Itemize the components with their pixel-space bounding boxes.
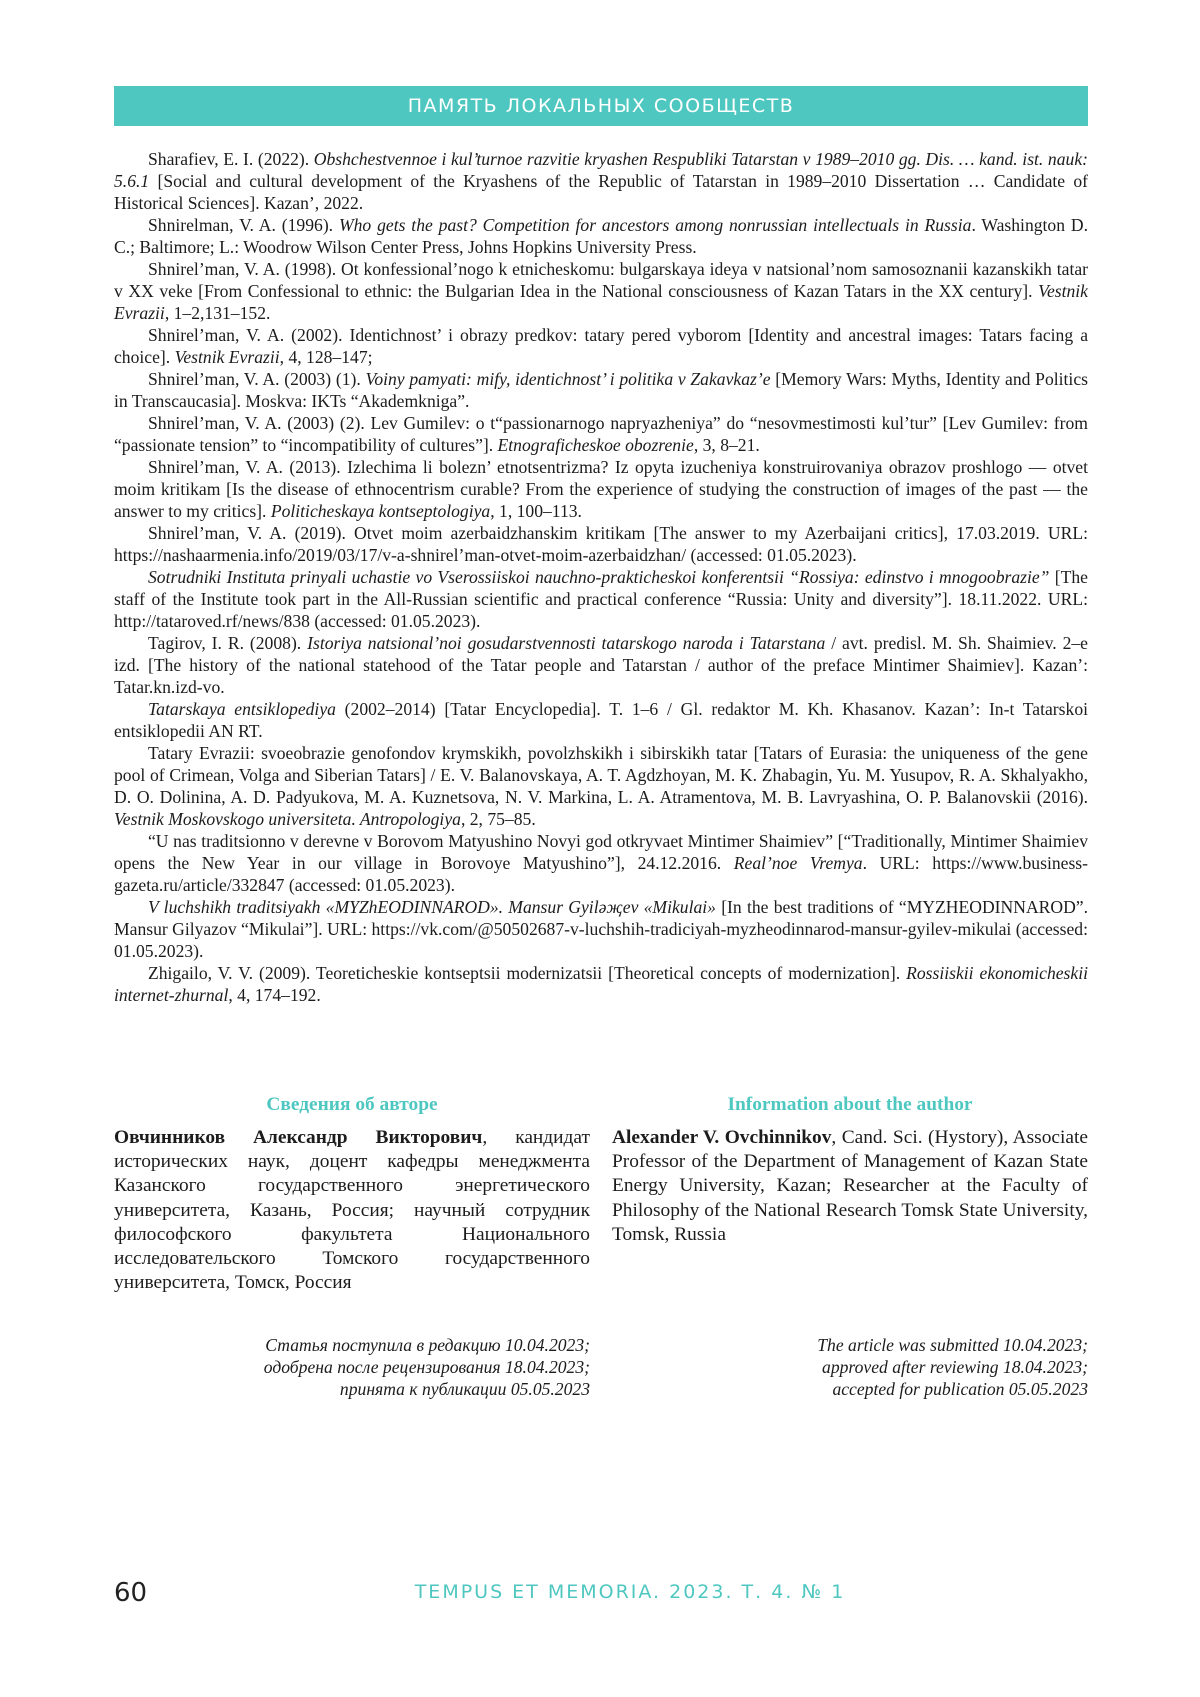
author-name-en: Alexander V. Ovchinnikov [612, 1127, 831, 1148]
ref-plain: [In the best traditions of “MYZHEODINNAROD”. Mansur Gilyazov “Mikulai”]. URL: https://vk.com/@50502687-v-luchshih-tradiciyah-myzheodinnarod-mansur-gyilev-mikulai (accessed: 01.05.2023). [114, 897, 1088, 961]
ref-plain: Shnirel’man, V. A. (2013). Izlechima li bolezn’ etnotsentrizma? Iz opyta izucheniya konstruirovaniya obrazov proshlogo — otvet moim kritikam [Is the disease of ethnocentrism curable? From the experience of studying the construction of images of the past — the answer to my critics]. [114, 457, 1088, 521]
ref-title: Vestnik Moskovskogo universiteta. Antropologiya [114, 809, 461, 829]
ref-title: Obshchestvennoe i kul’turnoe razvitie kryashen Respubliki Tatarstan v 1989–2010 gg. Dis. … kand. ist. nauk: 5.6.1 [114, 149, 1088, 191]
ref-plain: Shnirel’man, V. A. (2003) (1). [148, 369, 366, 389]
author-details-en: , Cand. Sci. (Hystory), Associate Professor of the Department of Management of Kazan State Energy University, Kazan; Researcher at the Faculty of Philosophy of the National Research Tomsk State University, Tomsk, Russia [612, 1127, 1088, 1245]
reference-item [114, 214, 1088, 258]
reference-item [114, 566, 1088, 632]
ref-title: Istoriya natsional’noi gosudarstvennosti tatarskogo naroda i Tatarstana [307, 633, 825, 653]
ref-title: Voiny pamyati: mify, identichnost’ i politika v Zakavkaz’e [366, 369, 771, 389]
reference-item [114, 962, 1088, 1006]
ref-plain: , 1, 100–113. [490, 501, 582, 521]
ref-title: Tatarskaya entsiklopediya [148, 699, 336, 719]
reference-item [114, 698, 1088, 742]
ref-plain: Shnirel’man, V. A. (2002). Identichnost’ i obrazy predkov: tatary pered vyborom [Identity and ancestral images: Tatars facing a choice]. [114, 325, 1088, 367]
ref-title: V luchshikh traditsiyakh «MYZhEODINNAROD». Mansur Gyilәҗev «Mikulai» [148, 897, 716, 917]
ref-title: Real’noe Vremya [734, 853, 863, 873]
date-submitted-ru: Статья поступила в редакцию 10.04.2023; [114, 1334, 590, 1356]
reference-list [114, 148, 1088, 1006]
ref-plain: , 1–2,131–152. [165, 303, 271, 323]
ref-plain: Shnirel’man, V. A. (2003) (2). Lev Gumilev: o t“passionarnogo napryazheniya” do “nesovmestimosti kul’tur” [Lev Gumilev: from “passionate tension” to “incompatibility of cultures”]. [114, 413, 1088, 455]
ref-title: Who gets the past? Competition for ancestors among nonrussian intellectuals in Russia [339, 215, 971, 235]
ref-plain: Tatary Evrazii: svoeobrazie genofondov krymskikh, povolzhskikh i sibirskikh tatar [Tatars of Eurasia: the uniqueness of the gene pool of Crimean, Volga and Siberian Tatars] / E. V. Balanovskaya, A. T. Agdzhoyan, M. K. Zhabagin, Yu. M. Yusupov, R. A. Skhalyakho, D. O. Dolinina, A. D. Padyukova, M. A. Kuznetsova, N. V. Markina, L. A. Atramentova, M. B. Lavryashina, O. P. Balanovskii (2016). [114, 743, 1088, 807]
author-heading-ru: Сведения об авторе [114, 1094, 590, 1116]
ref-title: Rossiiskii ekonomicheskii internet-zhurnal [114, 963, 1088, 1005]
author-info-ru [114, 1094, 590, 1295]
ref-title: Vestnik Evrazii [114, 281, 1088, 323]
ref-plain: (2002–2014) [Tatar Encyclopedia]. T. 1–6 / Gl. redaktor M. Kh. Khasanov. Kazan’: In-t Tatarskoi entsiklopedii AN RT. [114, 699, 1088, 741]
ref-plain: Tagirov, I. R. (2008). [148, 633, 307, 653]
reference-item [114, 324, 1088, 368]
reference-item [114, 258, 1088, 324]
article-dates-en [612, 1334, 1088, 1400]
date-submitted-en: The article was submitted 10.04.2023; [612, 1334, 1088, 1356]
author-bio-en [612, 1126, 1088, 1247]
ref-plain: [Memory Wars: Myths, Identity and Politics in Transcaucasia]. Moskva: IKTs “Akademkniga”. [114, 369, 1088, 411]
ref-title: Politicheskaya kontseptologiya [271, 501, 490, 521]
reference-item [114, 412, 1088, 456]
ref-plain: , 2, 75–85. [461, 809, 536, 829]
author-details-ru: , кандидат исторических наук, доцент кафедры менеджмента Казанского государственного энергетического университета, Казань, Россия; научный сотрудник философского факультета Национального исследовательского Томского государственного университета, Томск, Россия [114, 1127, 590, 1293]
ref-plain: , 4, 128–147; [280, 347, 373, 367]
ref-plain: . Washington D. C.; Baltimore; L.: Woodrow Wilson Center Press, Johns Hopkins University Press. [114, 215, 1088, 257]
reference-item [114, 368, 1088, 412]
reference-item [114, 896, 1088, 962]
ref-plain: / avt. predisl. M. Sh. Shaimiev. 2–e izd. [The history of the national statehood of the Tatar people and Tatarstan / author of the preface Mintimer Shaimiev]. Kazan’: Tatar.kn.izd-vo. [114, 633, 1088, 697]
ref-plain: Shnirelman, V. A. (1996). [148, 215, 339, 235]
ref-plain: [Social and cultural development of the Kryashens of the Republic of Tatarstan in 1989–2010 Dissertation … Candidate of Historical Sciences]. Kazan’, 2022. [114, 171, 1088, 213]
ref-plain: Zhigailo, V. V. (2009). Teoreticheskie kontseptsii modernizatsii [Theoretical concepts of modernization]. [148, 963, 906, 983]
ref-title: Sotrudniki Instituta prinyali uchastie vo Vserossiiskoi nauchno-prakticheskoi konferentsii “Rossiya: edinstvo i mnogoobrazie” [148, 567, 1049, 587]
ref-plain: Shnirel’man, V. A. (1998). Ot konfessional’nogo k etnicheskomu: bulgarskaya ideya v natsional’nom samosoznanii kazanskikh tatar v XX veke [From Confessional to ethnic: the Bulgarian Idea in the National consciousness of Kazan Tatars in the XX century]. [114, 259, 1088, 301]
ref-plain: [The staff of the Institute took part in the All-Russian scientific and practical conference “Russia: Unity and diversity”]. 18.11.2022. URL: http://tataroved.rf/news/838 (accessed: 01.05.2023). [114, 567, 1088, 631]
ref-title: Vestnik Evrazii [175, 347, 280, 367]
date-accepted-en: accepted for publication 05.05.2023 [612, 1378, 1088, 1400]
author-heading-en: Information about the author [612, 1094, 1088, 1116]
ref-plain: Shnirel’man, V. A. (2019). Otvet moim azerbaidzhanskim kritikam [The answer to my Azerbaijani critics], 17.03.2019. URL: https://nashaarmenia.info/2019/03/17/v-a-shnirel’man-otvet-moim-azerbaidzhan/ (accessed: 01.05.2023). [114, 523, 1088, 565]
ref-plain: , 4, 174–192. [228, 985, 320, 1005]
reference-item [114, 522, 1088, 566]
reference-item [114, 148, 1088, 214]
ref-plain: Sharafiev, E. I. (2022). [148, 149, 314, 169]
reference-item [114, 632, 1088, 698]
date-approved-ru: одобрена после рецензирования 18.04.2023; [114, 1356, 590, 1378]
section-header: ПАМЯТЬ ЛОКАЛЬНЫХ СООБЩЕСТВ [114, 86, 1088, 126]
author-info-en [612, 1094, 1088, 1247]
author-name-ru: Овчинников Александр Викторович [114, 1127, 482, 1148]
reference-item [114, 742, 1088, 830]
date-approved-en: approved after reviewing 18.04.2023; [612, 1356, 1088, 1378]
ref-plain: “U nas traditsionno v derevne v Borovom Matyushino Novyi god otkryvaet Mintimer Shaimiev” [“Traditionally, Mintimer Shaimiev opens the New Year in our village in Borovoye Matyushino”], 24.12.2016. [114, 831, 1088, 873]
author-bio-ru [114, 1126, 590, 1295]
journal-footer: TEMPUS ET MEMORIA. 2023. Т. 4. № 1 [400, 1581, 860, 1603]
date-accepted-ru: принята к публикации 05.05.2023 [114, 1378, 590, 1400]
reference-item [114, 830, 1088, 896]
ref-plain: , 3, 8–21. [694, 435, 760, 455]
reference-item [114, 456, 1088, 522]
ref-title: Etnograficheskoe obozrenie [498, 435, 694, 455]
page-number: 60 [114, 1578, 147, 1608]
article-dates-ru [114, 1334, 590, 1400]
ref-plain: . URL: https://www.business-gazeta.ru/article/332847 (accessed: 01.05.2023). [114, 853, 1088, 895]
